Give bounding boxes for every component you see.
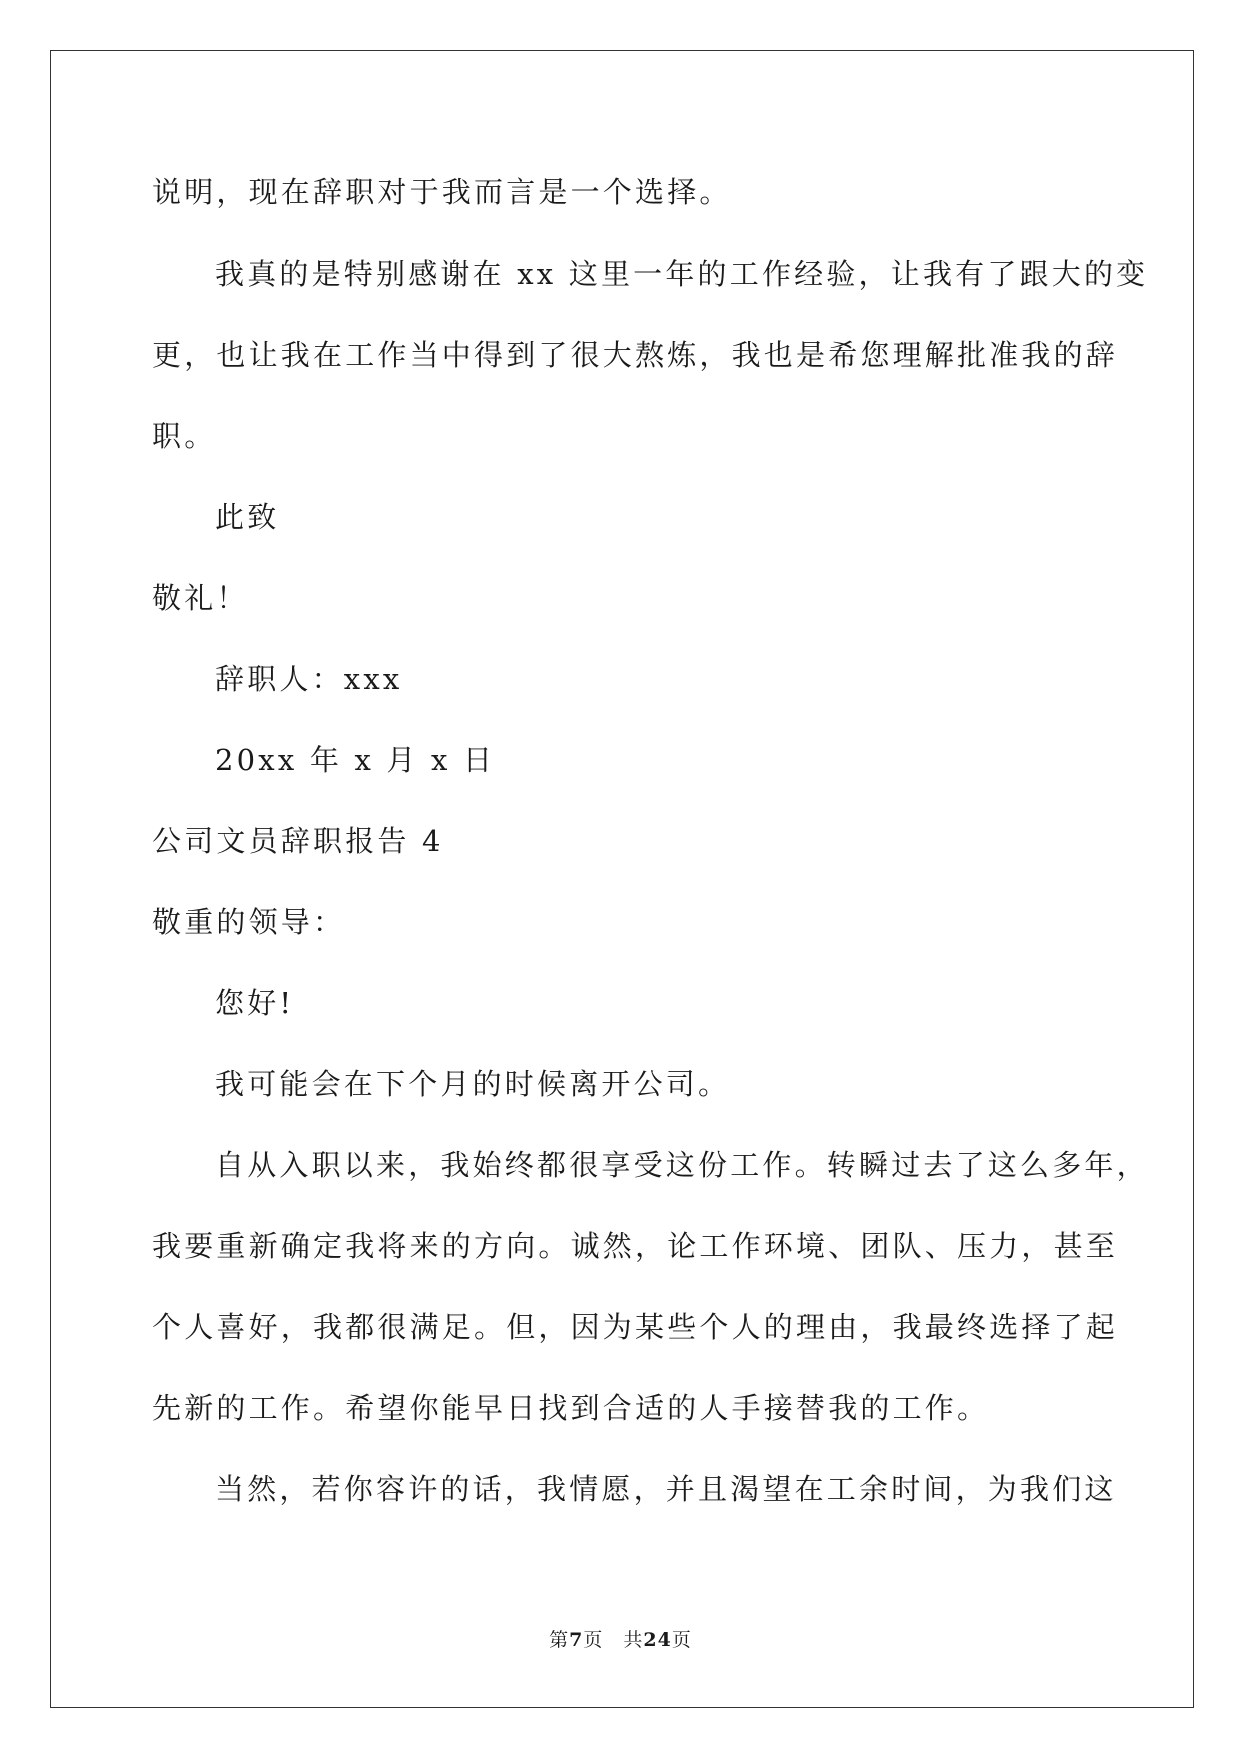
text-line: 我要重新确定我将来的方向。诚然，论工作环境、团队、压力，甚至 bbox=[152, 1229, 1119, 1263]
text-line: 自从入职以来，我始终都很享受这份工作。转瞬过去了这么多年， bbox=[215, 1148, 1149, 1182]
footer-suffix: 页 bbox=[671, 1629, 692, 1651]
text-line: 当然，若你容许的话，我情愿，并且渴望在工余时间，为我们这 bbox=[215, 1472, 1117, 1506]
signature-line: 辞职人：xxx bbox=[215, 662, 403, 696]
text-line: 更，也让我在工作当中得到了很大熬炼，我也是希您理解批准我的辞 bbox=[152, 338, 1119, 372]
text-line: 个人喜好，我都很满足。但，因为某些个人的理由，我最终选择了起 bbox=[152, 1310, 1119, 1344]
footer-prefix: 第 bbox=[549, 1629, 570, 1651]
closing-phrase: 此致 bbox=[215, 500, 280, 534]
greeting-recipient: 敬重的领导： bbox=[152, 905, 346, 939]
current-page-number: 7 bbox=[569, 1629, 584, 1651]
text-line: 说明，现在辞职对于我而言是一个选择。 bbox=[152, 175, 732, 209]
text-line: 先新的工作。希望你能早日找到合适的人手接替我的工作。 bbox=[152, 1391, 990, 1425]
page-border bbox=[50, 50, 1194, 1708]
section-title: 公司文员辞职报告 4 bbox=[152, 824, 444, 858]
text-line: 我真的是特别感谢在 xx 这里一年的工作经验，让我有了跟大的变 bbox=[215, 257, 1149, 291]
text-line: 职。 bbox=[152, 419, 217, 453]
total-page-count: 24 bbox=[643, 1629, 672, 1651]
page-footer bbox=[0, 1628, 1241, 1652]
greeting: 您好! bbox=[215, 986, 295, 1020]
date-line: 20xx 年 x 月 x 日 bbox=[215, 743, 496, 777]
salutation-closing: 敬礼！ bbox=[152, 581, 249, 615]
text-line: 我可能会在下个月的时候离开公司。 bbox=[215, 1067, 731, 1101]
footer-mid: 页 共 bbox=[583, 1629, 644, 1651]
